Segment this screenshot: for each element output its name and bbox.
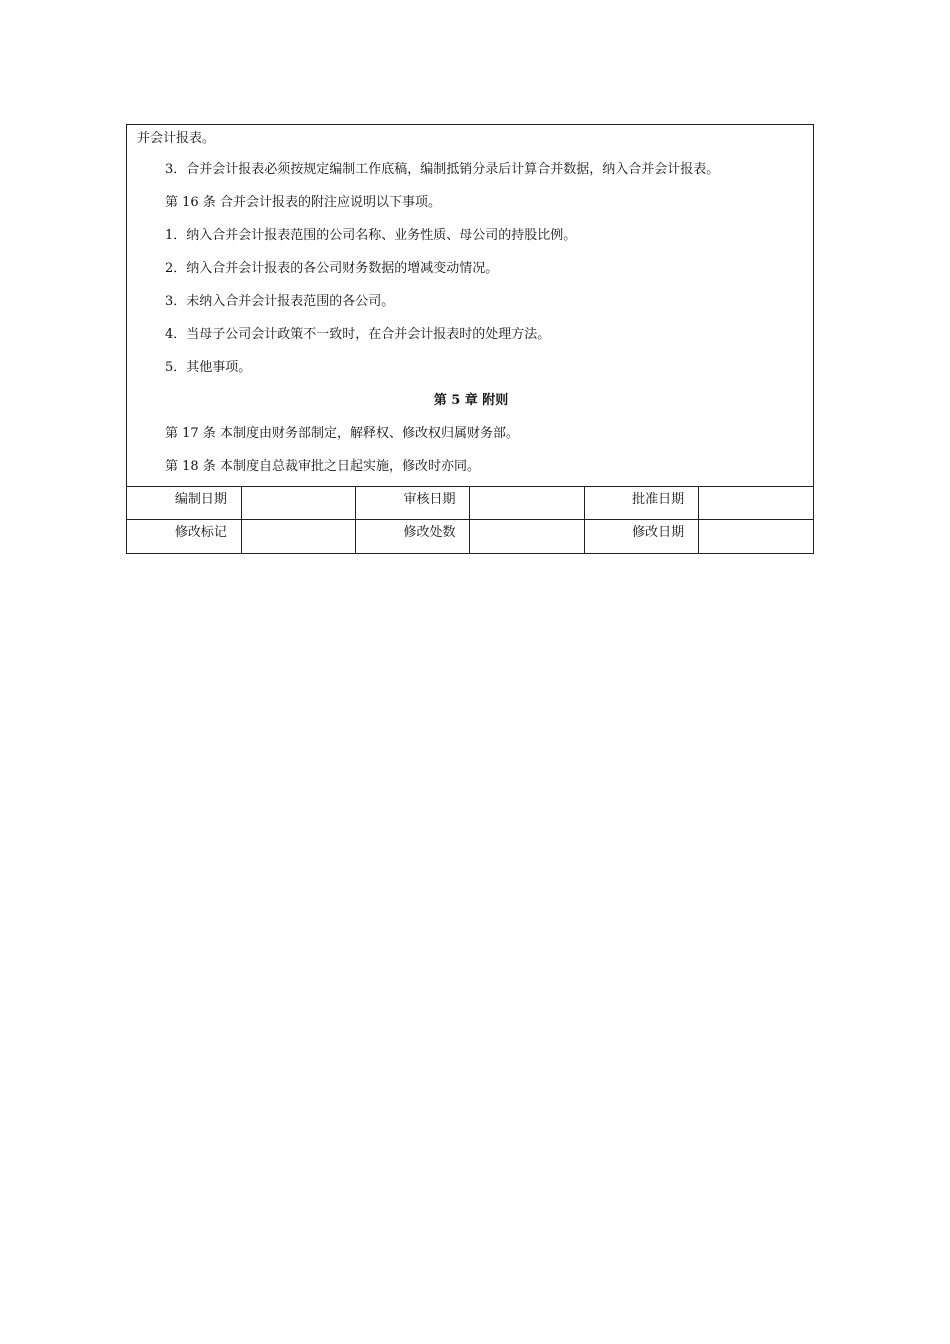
approval-date-label: 批准日期 <box>584 487 698 520</box>
document-body <box>127 125 813 486</box>
paragraph-item-3: 3．合并会计报表必须按规定编制工作底稿，编制抵销分录后计算合并数据，纳入合并会计报表。 <box>165 162 720 177</box>
list-item: 3．未纳入合并会计报表范围的各公司。 <box>165 294 395 309</box>
revision-date-label: 修改日期 <box>584 520 698 553</box>
list-item: 4．当母子公司会计政策不一致时，在合并会计报表时的处理方法。 <box>165 327 551 342</box>
article-17: 第 17 条 本制度由财务部制定，解释权、修改权归属财务部。 <box>165 426 519 441</box>
list-item: 2．纳入合并会计报表的各公司财务数据的增减变动情况。 <box>165 261 499 276</box>
review-date-value <box>470 487 584 520</box>
compile-date-label: 编制日期 <box>127 487 241 520</box>
revision-mark-label: 修改标记 <box>127 520 241 553</box>
revision-count-label: 修改处数 <box>356 520 470 553</box>
compile-date-value <box>241 487 355 520</box>
review-date-label: 审核日期 <box>356 487 470 520</box>
article-18: 第 18 条 本制度自总裁审批之日起实施，修改时亦同。 <box>165 459 480 474</box>
approval-date-value <box>699 487 813 520</box>
table-row <box>127 487 813 520</box>
list-item: 1．纳入合并会计报表范围的公司名称、业务性质、母公司的持股比例。 <box>165 228 577 243</box>
article-16: 第 16 条 合并会计报表的附注应说明以下事项。 <box>165 195 441 210</box>
paragraph-continuation: 并会计报表。 <box>137 131 216 146</box>
revision-date-value <box>699 520 813 553</box>
revision-mark-value <box>241 520 355 553</box>
chapter-heading: 第 5 章 附则 <box>433 393 509 408</box>
list-item: 5．其他事项。 <box>165 360 252 375</box>
signoff-table <box>127 486 813 553</box>
document-frame <box>126 124 814 554</box>
revision-count-value <box>470 520 584 553</box>
table-row <box>127 520 813 553</box>
